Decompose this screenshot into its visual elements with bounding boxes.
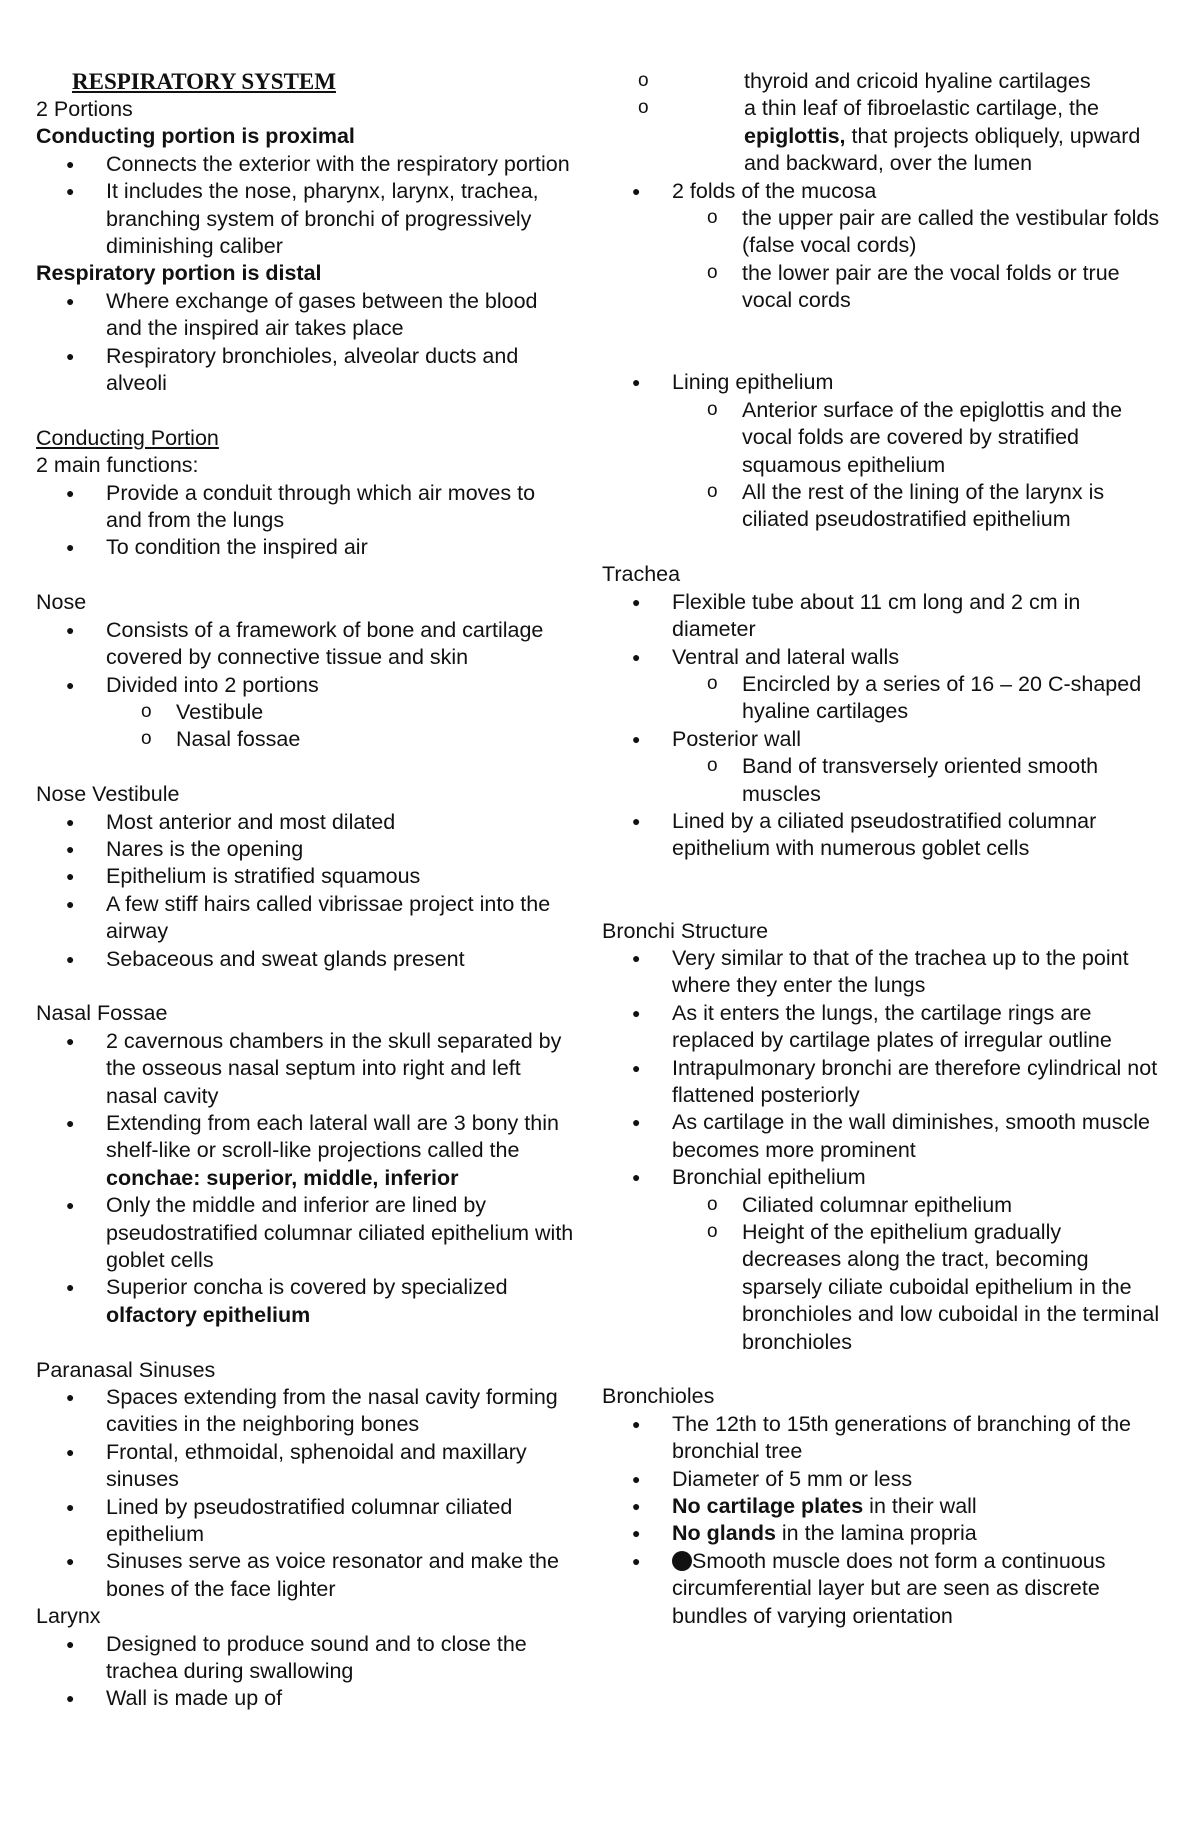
nasal-fossae-heading: Nasal Fossae	[36, 1001, 168, 1026]
list-item	[602, 369, 1162, 533]
bold-term: No glands	[672, 1521, 776, 1546]
conducting-portion-section-heading: Conducting Portion	[36, 425, 219, 450]
list-item	[602, 1548, 1162, 1630]
list-item-text: Lining epithelium	[672, 370, 834, 395]
conducting-portion-heading: Conducting portion is proximal	[36, 124, 355, 149]
sub-list-item: o Height of the epithelium gradually decreases along the tract, becoming sparsely ciliate cuboidal epithelium in the bronchioles and low cuboidal in the terminal bronchioles	[671, 1219, 1162, 1356]
sub-list-item	[602, 95, 1162, 177]
trachea-sublist	[672, 753, 1162, 808]
trachea-list	[602, 589, 1162, 863]
list-item	[602, 178, 1162, 315]
sub-list-item: o Vestibule	[105, 699, 576, 726]
trachea-sublist	[672, 671, 1162, 726]
list-item: ● Only the middle and inferior are lined by pseudostratified columnar ciliated epithelium with goblet cells	[36, 1192, 576, 1274]
list-item	[36, 1274, 576, 1329]
functions-label: 2 main functions:	[36, 453, 199, 478]
nose-vestibule-heading: Nose Vestibule	[36, 782, 180, 807]
sub-list-item: o Nasal fossae	[105, 726, 576, 753]
list-item: ● Designed to produce sound and to close the trachea during swallowing	[36, 1631, 576, 1686]
fossae-list	[36, 1028, 576, 1329]
list-item: ● The 12th to 15th generations of branching of the bronchial tree	[602, 1411, 1162, 1466]
list-item-text: Divided into 2 portions	[106, 672, 319, 697]
list-item: ● As cartilage in the wall diminishes, smooth muscle becomes more prominent	[602, 1109, 1162, 1164]
sub-list-item: o the upper pair are called the vestibular folds (false vocal cords)	[671, 205, 1162, 260]
vestibule-list	[36, 809, 576, 973]
list-item	[602, 1493, 1162, 1520]
list-item: ● Diameter of 5 mm or less	[602, 1466, 1162, 1493]
paranasal-sinuses-heading: Paranasal Sinuses	[36, 1357, 216, 1382]
conchae-term: conchae: superior, middle, inferior	[106, 1165, 459, 1190]
respiratory-portion-heading: Respiratory portion is distal	[36, 261, 322, 286]
list-item: ● Flexible tube about 11 cm long and 2 cm in diameter	[602, 589, 1162, 644]
right-column	[602, 68, 1162, 1630]
epiglottis-term: epiglottis,	[744, 123, 846, 148]
sub-list-item: o Band of transversely oriented smooth muscles	[671, 753, 1162, 808]
list-item: ● Lined by pseudostratified columnar ciliated epithelium	[36, 1494, 576, 1549]
bold-term: No cartilage plates	[672, 1494, 864, 1519]
sub-list-item: o the lower pair are the vocal folds or true vocal cords	[671, 260, 1162, 315]
list-item: ● Sebaceous and sweat glands present	[36, 946, 576, 973]
nose-heading: Nose	[36, 590, 87, 615]
sub-list-item: o Encircled by a series of 16 – 20 C-shaped hyaline cartilages	[671, 671, 1162, 726]
larynx-wall-sublist	[602, 68, 1162, 178]
list-item: ● 2 cavernous chambers in the skull separated by the osseous nasal septum into right and left nasal cavity	[36, 1028, 576, 1110]
lining-sublist	[672, 397, 1162, 534]
bronchi-structure-heading: Bronchi Structure	[602, 918, 769, 943]
list-item: ● It includes the nose, pharynx, larynx, trachea, branching system of bronchi of progressively diminishing caliber	[36, 178, 576, 260]
conducting-list	[36, 151, 576, 261]
list-item: ● As it enters the lungs, the cartilage rings are replaced by cartilage plates of irregular outline	[602, 1000, 1162, 1055]
list-item: ● Very similar to that of the trachea up to the point where they enter the lungs	[602, 945, 1162, 1000]
list-item	[602, 1520, 1162, 1547]
list-item-text: Ventral and lateral walls	[672, 644, 900, 669]
functions-list	[36, 480, 576, 562]
lining-list	[602, 369, 1162, 533]
trachea-heading: Trachea	[602, 562, 681, 587]
sub-list-item-text: that projects obliquely, upward and backward, over the lumen	[744, 123, 1141, 176]
list-item: ● Where exchange of gases between the blood and the inspired air takes place	[36, 288, 576, 343]
list-item: ● Provide a conduit through which air moves to and from the lungs	[36, 480, 576, 535]
list-item-text: Superior concha is covered by specialized	[106, 1275, 508, 1300]
sinus-list	[36, 1384, 576, 1603]
list-item: ● Wall is made up of	[36, 1685, 576, 1712]
list-item: ● Lined by a ciliated pseudostratified columnar epithelium with numerous goblet cells	[602, 808, 1162, 863]
list-item: ● Spaces extending from the nasal cavity forming cavities in the neighboring bones	[36, 1384, 576, 1439]
list-item-text: in their wall	[863, 1494, 977, 1519]
sub-list-item: o Ciliated columnar epithelium	[671, 1192, 1162, 1219]
bronchi-list	[602, 945, 1162, 1356]
list-item: ● A few stiff hairs called vibrissae project into the airway	[36, 891, 576, 946]
list-item: ● Epithelium is stratified squamous	[36, 863, 576, 890]
list-item: ● Intrapulmonary bronchi are therefore cylindrical not flattened posteriorly	[602, 1055, 1162, 1110]
list-item	[36, 672, 576, 754]
list-item: ● Respiratory bronchioles, alveolar ducts and alveoli	[36, 343, 576, 398]
two-portions-label: 2 Portions	[36, 97, 133, 121]
bronchioles-list	[602, 1411, 1162, 1630]
list-item	[602, 726, 1162, 808]
list-item-text: 2 folds of the mucosa	[672, 178, 877, 203]
bronchioles-heading: Bronchioles	[602, 1384, 715, 1409]
list-item-text: in the lamina propria	[775, 1521, 977, 1546]
folds-sublist	[672, 205, 1162, 315]
list-item: ● Connects the exterior with the respiratory portion	[36, 151, 576, 178]
list-item: ● Sinuses serve as voice resonator and make the bones of the face lighter	[36, 1548, 576, 1603]
sub-list-item: o thyroid and cricoid hyaline cartilages	[602, 68, 1162, 95]
larynx-list	[36, 1631, 576, 1713]
larynx-heading: Larynx	[36, 1604, 101, 1629]
list-item-text: Posterior wall	[672, 726, 802, 751]
list-item: ● Frontal, ethmoidal, sphenoidal and maxillary sinuses	[36, 1439, 576, 1494]
left-column	[36, 68, 576, 1713]
list-item-text: Extending from each lateral wall are 3 bony thin shelf-like or scroll-like projections called the	[106, 1110, 559, 1163]
sub-list-item: o All the rest of the lining of the larynx is ciliated pseudostratified epithelium	[671, 479, 1162, 534]
list-item-text: Smooth muscle does not form a continuous circumferential layer but are seen as discrete bundles of varying orientation	[672, 1548, 1106, 1628]
respiratory-list	[36, 288, 576, 398]
nose-sublist	[106, 699, 576, 754]
list-item: ● Nares is the opening	[36, 836, 576, 863]
nose-list	[36, 617, 576, 754]
olfactory-term: olfactory epithelium	[106, 1302, 311, 1327]
list-item	[602, 644, 1162, 726]
sub-list-item: o Anterior surface of the epiglottis and the vocal folds are covered by stratified squamous epithelium	[671, 397, 1162, 479]
larynx-folds-list	[602, 178, 1162, 315]
list-item	[36, 1110, 576, 1192]
list-item	[602, 1164, 1162, 1356]
list-item: ● Consists of a framework of bone and cartilage covered by connective tissue and skin	[36, 617, 576, 672]
sub-list-item-text: a thin leaf of fibroelastic cartilage, the	[744, 96, 1099, 121]
document-title: RESPIRATORY SYSTEM	[72, 69, 336, 94]
list-item-text: Bronchial epithelium	[672, 1165, 866, 1190]
list-item: ● Most anterior and most dilated	[36, 809, 576, 836]
large-bullet-icon	[672, 1551, 692, 1571]
bronchi-sublist	[672, 1192, 1162, 1356]
list-item: ● To condition the inspired air	[36, 534, 576, 561]
